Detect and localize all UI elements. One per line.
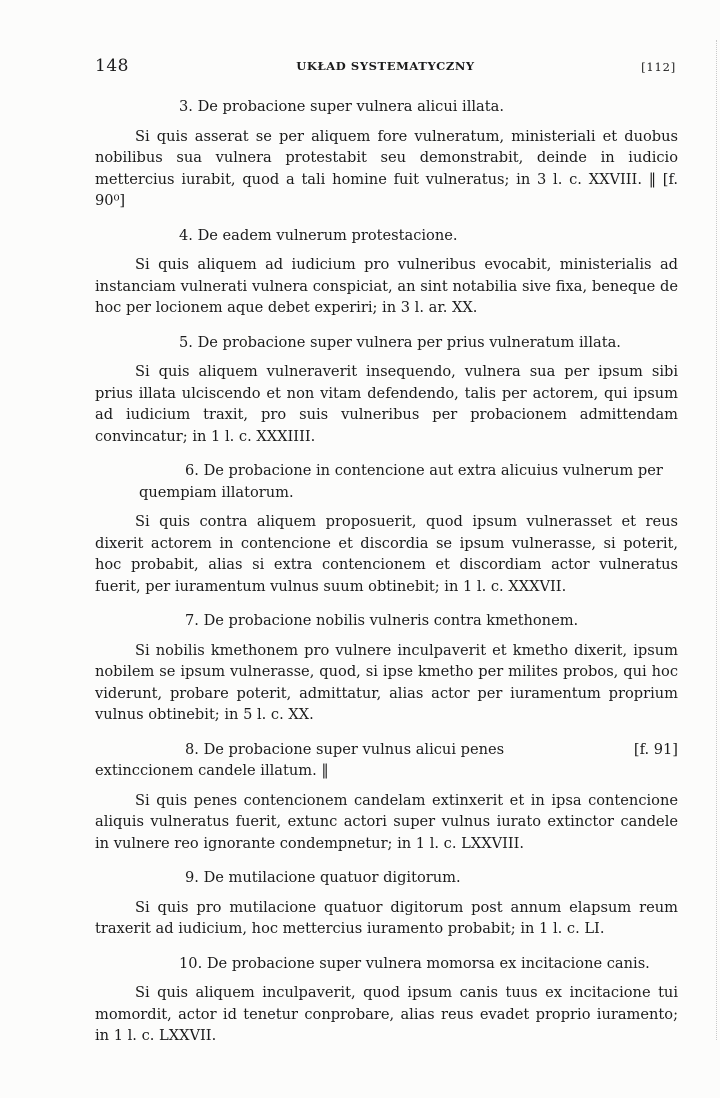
folio-marker: [f. 91]	[633, 740, 678, 758]
section-heading: 3. De probacione super vulnera alicui illata.	[179, 98, 504, 115]
section-5	[95, 332, 678, 448]
section-10	[95, 953, 678, 1047]
page-content	[95, 96, 678, 1060]
section-9	[95, 867, 678, 940]
section-heading	[95, 739, 678, 782]
section-6	[95, 460, 678, 597]
section-heading: 7. De probacione nobilis vulneris contra kmethonem.	[185, 612, 579, 629]
section-heading: 4. De eadem vulnerum protestacione.	[179, 226, 458, 244]
section-body: Si quis penes contencionem candelam extinxerit et in ipsa contencione aliquis vulneratus fuerit, extunc actori super vulnus iurato extinctor candele in vulnere reo ignorante condempnetur; in 1 l. c. LXXVIII.	[95, 791, 678, 852]
section-3	[95, 96, 678, 212]
section-body: Si nobilis kmethonem pro vulnere inculpaverit et kmetho dixerit, ipsum nobilem se ipsum vulnerasse, quod, si ipse kmetho per milites probos, qui hoc viderunt, probare poterit, admittatur, alias actor per iuramentum proprium vulnus obtinebit; in 5 l. c. XX.	[95, 641, 678, 723]
section-body: Si quis aliquem ad iudicium pro vulneribus evocabit, ministerialis ad instanciam vulnerati vulnera conspiciat, an sint notabilia sive fixa, beneque de hoc per locionem aque debet experiri; in 3 l. ar. XX.	[95, 256, 678, 316]
running-title: UKŁAD SYSTEMATYCZNY	[296, 59, 475, 73]
section-heading-text: 8. De probacione super vulnus alicui penes extinccionem candele illatum. ‖	[95, 740, 505, 779]
page-header	[95, 56, 676, 80]
section-4	[95, 225, 678, 319]
page-reference: [112]	[641, 60, 676, 74]
section-heading: 9. De mutilacione quatuor digitorum.	[185, 869, 461, 886]
section-7	[95, 610, 678, 726]
section-body: Si quis aliquem inculpaverit, quod ipsum canis tuus ex incitacione tui momordit, actor id tenetur conprobare, alias reus evadet proprio iuramento; in 1 l. c. LXXVII.	[95, 984, 678, 1044]
section-8	[95, 739, 678, 855]
section-heading: 10. De probacione super vulnera momorsa ex incitacione canis.	[179, 954, 650, 972]
section-body: Si quis pro mutilacione quatuor digitorum post annum elapsum reum traxerit ad iudicium, hoc mettercius iuramento probabit; in 1 l. c. LI.	[95, 898, 678, 937]
section-body: Si quis aliquem vulneraverit insequendo, vulnera sua per ipsum sibi prius illata ulciscendo et non vitam defendendo, talis per actorem, qui ipsum ad iudicium traxit, pro suis vulneribus per probacionem admittendam convincatur; in 1 l. c. XXXIIII.	[95, 363, 678, 445]
page-edge-line	[716, 40, 717, 1040]
section-body: Si quis contra aliquem proposuerit, quod ipsum vulnerasset et reus dixerit actorem in contencione et discordia se ipsum vulnerasse, si poterit, hoc probabit, alias si extra contencionem et discordiam actor vulneratus fuerit, per iuramentum vulnus suum obtinebit; in 1 l. c. XXXVII.	[95, 513, 678, 595]
section-heading: 5. De probacione super vulnera per prius vulneratum illata.	[179, 333, 621, 351]
page-number: 148	[95, 56, 129, 76]
section-heading: 6. De probacione in contencione aut extra alicuius vulnerum per quempiam illatorum.	[139, 462, 663, 501]
section-body: Si quis asserat se per aliquem fore vulneratum, ministeriali et duobus nobilibus sua vulnera protestabit seu demonstrabit, deinde in iudicio mettercius iurabit, quod a tali homine fuit vulneratus; in 3 l. c. XXVIII. ‖ [f. 90⁰]	[95, 127, 678, 209]
